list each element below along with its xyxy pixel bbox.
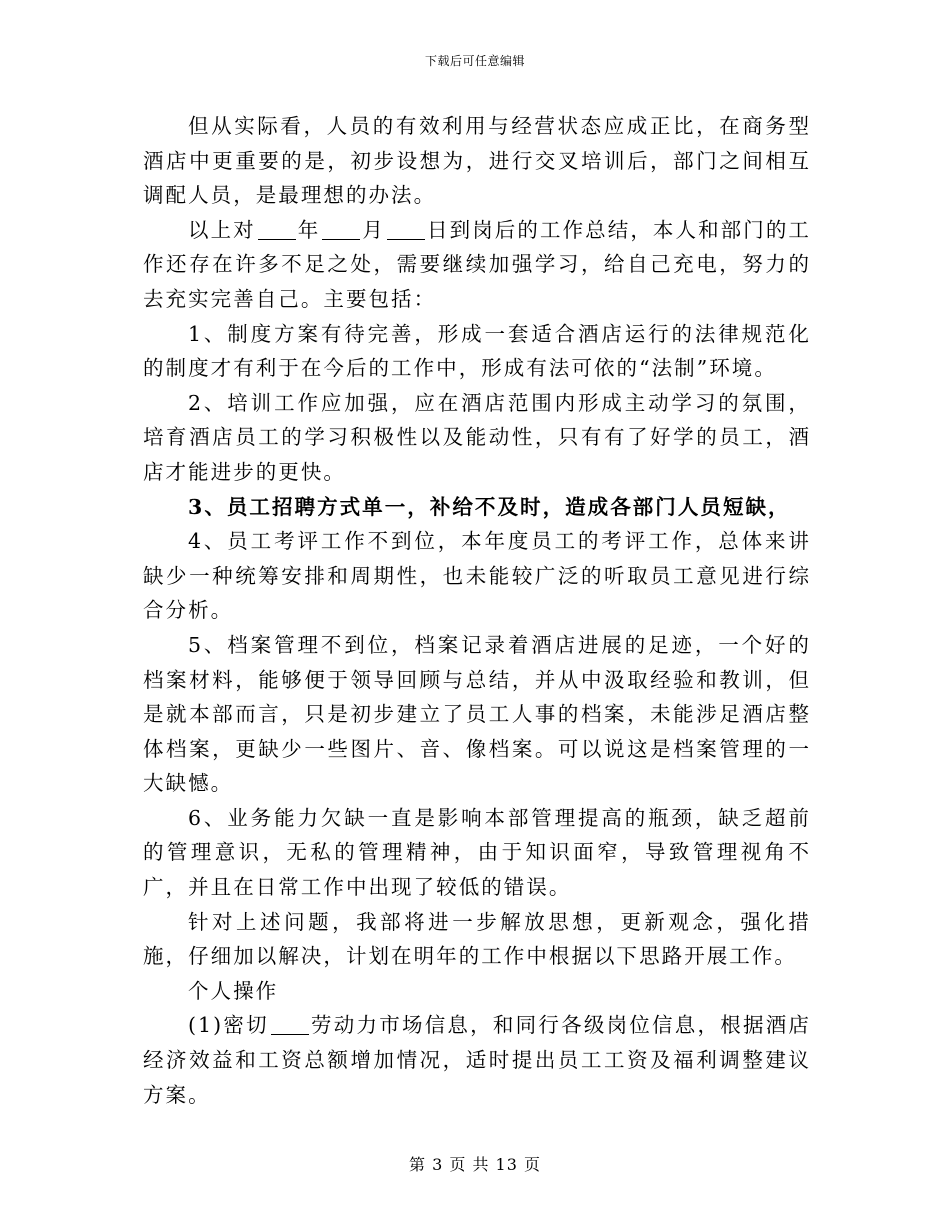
fill-blank-month — [322, 219, 360, 240]
paragraph-plan-item-1 — [143, 1008, 811, 1112]
paragraph-item-1: 1、制度方案有待完善，形成一套适合酒店运行的法律规范化的制度才有利于在今后的工作中，形成有法可依的“法制”环境。 — [143, 321, 811, 381]
document-body — [143, 109, 811, 1112]
paragraph-item-6: 6、业务能力欠缺一直是影响本部管理提高的瓶颈，缺乏超前的管理意识，无私的管理精神，由于知识面窄，导致管理视角不广，并且在日常工作中出现了较低的错误。 — [143, 805, 811, 900]
paragraph-staffing-allocation: 但从实际看，人员的有效利用与经营状态应成正比，在商务型酒店中更重要的是，初步设想为，进行交叉培训后，部门之间相互调配人员，是最理想的办法。 — [143, 114, 811, 208]
summary-intro-text-1: 以上对 — [188, 217, 256, 242]
summary-intro-text-3: 月 — [362, 217, 386, 242]
summary-intro-text-4: 日到岗后的工作总结，本人和部门的工作还存在许多不足之处，需要继续加强学习，给自己充电，努力的去充实完善自己。主要包括： — [143, 217, 811, 311]
paragraph-plan-intro: 针对上述问题，我部将进一步解放思想，更新观念，强化措施，仔细加以解决，计划在明年的工作中根据以下思路开展工作。 — [143, 909, 811, 969]
plan-item-1-text-1: (1)密切 — [188, 1013, 269, 1038]
fill-blank-year — [258, 219, 296, 240]
section-heading-personal-operation: 个人操作 — [188, 978, 279, 1003]
paragraph-item-4: 4、员工考评工作不到位，本年度员工的考评工作，总体来讲缺少一种统筹安排和周期性，也未能较广泛的听取员工意见进行综合分析。 — [143, 529, 811, 623]
page-header: 下载后可任意编辑 — [424, 54, 525, 68]
summary-intro-text-2: 年 — [297, 217, 321, 242]
paragraph-item-5: 5、档案管理不到位，档案记录着酒店进展的足迹，一个好的档案材料，能够便于领导回顾与总结，并从中汲取经验和教训，但是就本部而言，只是初步建立了员工人事的档案，未能涉足酒店整体档案，更缺少一些图片、音、像档案。可以说这是档案管理的一大缺憾。 — [143, 632, 811, 796]
paragraph-item-3: 3、员工招聘方式单一，补给不及时，造成各部门人员短缺， — [188, 494, 791, 519]
fill-blank-day — [387, 219, 425, 240]
fill-blank-monitor — [271, 1014, 309, 1035]
plan-item-1-text-2: 劳动力市场信息，和同行各级岗位信息，根据酒店经济效益和工资总额增加情况，适时提出员工工资及福利调整建议方案。 — [143, 1013, 811, 1107]
paragraph-item-2: 2、培训工作应加强，应在酒店范围内形成主动学习的氛围，培育酒店员工的学习积极性以及能动性，只有有了好学的员工，酒店才能进步的更快。 — [143, 390, 811, 484]
paragraph-summary-intro — [143, 213, 811, 317]
page-number-footer: 第 3 页 共 13 页 — [409, 1155, 541, 1174]
